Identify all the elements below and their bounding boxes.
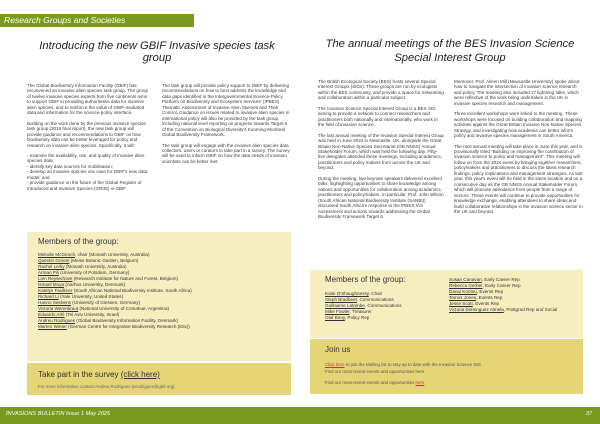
bullet-item: - provide guidance on the future of the Global Register of Introduced and Invasive Species (GRIIS) in GBIF.: [27, 180, 142, 191]
member-detail: (Yale University, United States): [58, 294, 124, 299]
member-detail: (Meise Botanic Garden, Belgium): [69, 258, 139, 263]
left-article-column-2: [162, 83, 290, 169]
paragraph: The last annual meeting of the Invasion Special Interest Group was held in June 2024 in Newcastle, UK, alongside the Great Britain Non-Native Species Secretariat (GB NNSS) Annual Stakeholder Forum, which was held the following day. Fifty-five delegates attended these meetings, including academics, practitioners and policy makers from across the UK and beyond.: [318, 132, 444, 171]
paragraph: The task group will engage with the invasive alien species data collectors, users or curators to take part in a survey. The survey will be used to inform GBIF on how the data needs of invasion scientists can be better met.: [162, 142, 290, 164]
mailing-list-text: to join the Mailing list to stay up to date with the Invasion Science SIG: [344, 362, 481, 367]
paragraph: Building on the work done by the previous invasive species task group (2016 final report), the new task group will provide guidance and recommendations to GBIF on how biodiversity data can be better leveraged for policy and research on invasive alien species. Specifically, it will:: [27, 120, 146, 148]
right-article-column-2: [454, 79, 583, 219]
member-name-link[interactable]: Ismael Moya: [38, 282, 65, 287]
member-item: [449, 307, 557, 313]
member-detail: (Aarhus University, Denmark): [64, 282, 126, 287]
member-name-link[interactable]: Katelyn Faulkner: [38, 288, 73, 293]
survey-box: [27, 363, 291, 395]
left-article-column-1: [27, 83, 148, 191]
paragraph: During the meeting, two keynote speakers delivered excellent talks, highlighting opportunities to share knowledge among nations and opportunities for collaboration among academics, practitioners and policymakers. In particular, Prof. John Wilson (South African National Biodiversity Institute (SANBI)) discussed South Africa's response to the IPBES IAS Assessment and actions towards addressing the Global Biodiversity Framework Target 6.: [318, 175, 444, 219]
survey-contact-note: For more information contact Andreu Rodrigues (arodrigues@gbif.org): [38, 384, 175, 389]
member-name-link[interactable]: Danai Kontou: [449, 289, 477, 294]
mailing-list-line: [325, 362, 481, 367]
member-detail: , Communications: [356, 297, 394, 302]
events-line-link: [325, 380, 424, 385]
events-text: Find our most recent events and opportunities: [325, 380, 416, 385]
member-name-link[interactable]: Katie O'Shaughnessy: [325, 291, 369, 296]
member-name-link[interactable]: Jesse Scott: [449, 301, 473, 306]
member-detail: , Early Career Rep: [481, 277, 520, 282]
member-name-link[interactable]: Quentin Groom: [38, 258, 70, 263]
member-detail: , Early Career Rep: [482, 283, 521, 288]
page-footer: [0, 407, 600, 424]
bullet-item: - identify key data sources for mobilisation;: [27, 163, 113, 169]
member-detail: (Tel Aviv University, Israel): [64, 312, 120, 317]
member-detail: (Global Biodiversity Information Facility, Denmark): [75, 318, 179, 323]
member-name-link[interactable]: Hanno Seebens: [38, 300, 71, 305]
member-name-link[interactable]: Richard Li: [38, 294, 59, 299]
member-name-link[interactable]: Victoria Dominguez Almela: [449, 307, 504, 312]
paragraph: The British Ecological Society (BES) hosts several Special Interest Groups (SIGs). These groups are run by ecologists within the BES community, and provide a space for networking and collaboration within a particular subject.: [318, 79, 444, 101]
member-detail: (South African National Biodiversity Institute, South Africa): [72, 288, 192, 293]
member-detail: (University of Giessen, Germany): [70, 300, 141, 305]
footer-publication: INVASIONS BULLETIN Issue 1 May 2025: [6, 411, 111, 417]
events-line: Find our most recent events and opportunities here: [325, 369, 425, 374]
gbif-members-box: [27, 232, 291, 361]
member-item: [325, 315, 402, 321]
member-detail: (National University of Comahue, Argentina): [78, 306, 170, 311]
members-list: [38, 252, 192, 330]
members-heading: Members of the group:: [325, 275, 406, 284]
left-article-title: Introducing the new GBIF Invasive species task group: [39, 40, 275, 64]
member-name-link[interactable]: Olaf Booy: [325, 315, 345, 320]
member-detail: , Policy Rep: [344, 315, 370, 320]
member-name-link[interactable]: Rachel Leihy: [38, 264, 65, 269]
member-name-link[interactable]: Eduardo Arlé: [38, 312, 65, 317]
section-banner-label: Research Groups and Societies: [4, 15, 126, 25]
page-number: 37: [585, 411, 592, 417]
bes-members-box: [310, 270, 583, 338]
member-detail: , chair (Monash University, Australia): [75, 252, 150, 257]
right-article-title: The annual meetings of the BES Invasion Science Special Interest Group: [325, 38, 575, 64]
member-name-link[interactable]: Marten Winter: [38, 324, 67, 329]
member-detail: (University of Potsdam, Germany): [58, 270, 130, 275]
member-detail: , Postgrad Rep and Social: [503, 307, 558, 312]
member-detail: , Events Rep: [476, 289, 504, 294]
member-name-link[interactable]: Arman Pili: [38, 270, 59, 275]
join-heading: Join us: [325, 345, 351, 354]
member-detail: (Monash University, Australia): [64, 264, 127, 269]
member-name-link[interactable]: Susan Canavan: [449, 277, 482, 282]
survey-heading: [38, 370, 160, 379]
paragraph: The next annual meeting will take place in June this year, and is provisionally titled "Building on improving the contribution of invasion science to policy and management". This meeting will follow on from the 2024 event by bringing together researchers, policymakers and practitioners to discuss the latest research findings, policy implications and management strategies. As last year, this year's event will be held in the same location and on a consecutive day as the GB NNSS Annual Stakeholder Forum, which will promote attendance from people from a range of sectors. These events will continue to provide opportunities for knowledge exchange, enabling attendees to share ideas and build collaborative relationships in the invasion science sector in the UK and beyond.: [454, 143, 583, 214]
member-name-link[interactable]: Melodie McGeoch: [38, 252, 76, 257]
member-name-link[interactable]: Lien Reyserhove: [38, 276, 73, 281]
bullet-item: - examine the availability, use, and quality of invasive alien species data;: [27, 152, 145, 164]
member-detail: , Communications: [364, 303, 402, 308]
member-name-link[interactable]: Andreu Rodrigues: [38, 318, 76, 323]
section-banner: [0, 14, 194, 27]
member-name-link[interactable]: Victoria Werenkraut: [38, 306, 79, 311]
members-column-1: [325, 291, 402, 321]
member-name-link[interactable]: Tomos Jones: [449, 295, 477, 300]
member-name-link[interactable]: Guillaume Latombe: [325, 303, 365, 308]
member-detail: , Chair: [368, 291, 383, 296]
member-name-link[interactable]: Rebecca Gerber: [449, 283, 483, 288]
survey-link[interactable]: (click here): [120, 370, 160, 379]
member-detail: , Events Rep: [476, 295, 503, 300]
paragraph: The Global Biodiversity Information Facility (GBIF) has reconvened an invasive alien species task group. The group of twelve invasive species experts from five continents aims to support GBIF in providing authoritative data for invasive alien species, and to reinforce the value of GBIF-mediated data and information for the science-policy interface.: [27, 83, 148, 116]
events-link[interactable]: here: [415, 380, 425, 385]
bullet-item: - develop an invasive species use case for GBIF's new data model; and: [27, 169, 148, 180]
member-detail: (German Centre for Integrative Biodiversity Research (iDiv)): [66, 324, 190, 329]
survey-heading-text: Take part in the survey: [38, 370, 121, 379]
member-detail: , Events Rep: [472, 301, 500, 306]
paragraph: Three excellent workshops were linked to the meeting. These workshops were focused on building collaboration and mapping activities against the Great Britain Invasive Non-Native Species Strategy, and investigating how academia can better inform policy and invasive species management in South America.: [454, 111, 582, 139]
members-heading: Members of the group:: [38, 237, 119, 246]
paragraph: The Invasion Science Special Interest Group is a BES SIG aiming to provide a network to connect researchers and practitioners both nationally and internationally, who work in the field of invasion science.: [318, 105, 438, 128]
paragraph: The task group will provide policy support to GBIF by delivering recommendations on how to best address the knowledge and data gaps identified in the Intergovernmental Science-Policy Platform on Biodiversity and Ecosystem Services' (IPBES) Thematic Assessment of Invasive Alien Species and Their Control. Guidance on issues related to invasive alien species in international policy will also be provided by the task group, including national level reporting on progress towards Target 6 of the Convention on Biological Diversity's Kunming-Montreal Global Biodiversity Framework.: [162, 83, 290, 138]
mailing-list-link[interactable]: Click here: [325, 362, 345, 367]
join-us-box: [310, 339, 583, 394]
member-name-link[interactable]: Mike Fowler: [325, 309, 350, 314]
member-name-link[interactable]: Steph Bradbeer: [325, 297, 357, 302]
member-item: [38, 324, 192, 330]
members-column-2: [449, 277, 557, 313]
paragraph: Moreover, Prof. Aileen Mill (Newcastle University) spoke about how to navigate the intersection of invasion science research and policy. The meeting also included 17 lightning talks, which were reflective of the work being undertaken in the UK in invasive species research and management.: [454, 79, 580, 106]
member-detail: , Treasurer: [349, 309, 372, 314]
member-detail: (Research Institute for Nature and Forest, Belgium): [72, 276, 178, 281]
right-article-column-1: [318, 79, 444, 224]
